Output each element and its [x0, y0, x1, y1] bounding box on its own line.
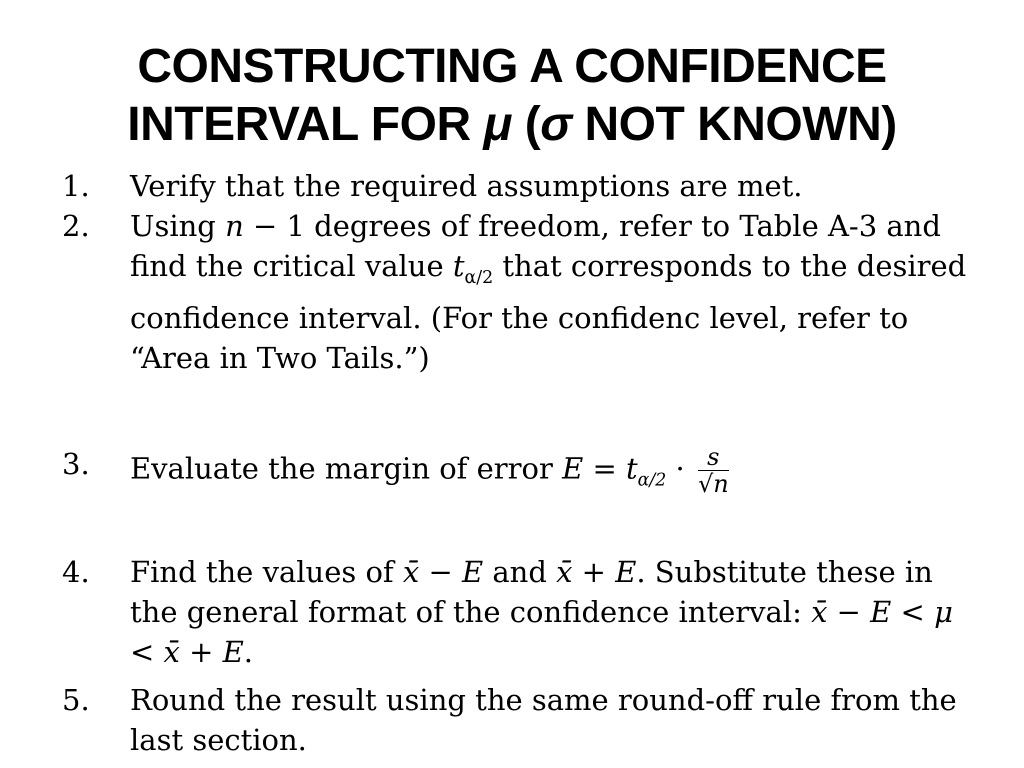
step-text-a: Find the values of [130, 555, 403, 590]
step-text-pre: Evaluate the margin of error [130, 451, 563, 486]
step-1 [62, 166, 982, 206]
title-line-2-prefix: INTERVAL FOR [127, 98, 484, 151]
step-5 [62, 680, 982, 760]
math-expr-2: x̄ + E [556, 555, 637, 590]
step-text-pre: Using [130, 209, 226, 243]
step-number: 1. [62, 169, 90, 203]
title-line-1: CONSTRUCTING A CONFIDENCE [137, 40, 887, 93]
step-2 [62, 206, 982, 378]
fraction-denominator: √n [697, 469, 729, 498]
step-4 [62, 552, 982, 672]
step-text-d: . [243, 635, 253, 670]
step-text: Round the result using the same round-off rule from the last section. [130, 683, 957, 758]
steps-list [62, 166, 982, 760]
step-number: 4. [62, 555, 90, 590]
math-t: t [452, 249, 465, 283]
step-3 [62, 444, 982, 500]
formula-fraction [698, 444, 729, 497]
title-sigma: σ [540, 98, 572, 151]
step-text-b: and [483, 555, 557, 590]
title-paren: ( [511, 98, 541, 151]
math-expr-3: x̄ − E < μ < x̄ + E [130, 595, 953, 670]
math-n: n [225, 209, 244, 243]
title-line-2 [0, 96, 1024, 154]
math-expr-1: x̄ − E [402, 555, 484, 590]
math-subscript: α/2 [464, 267, 494, 288]
step-number: 5. [62, 683, 90, 718]
formula-lhs: E = t [562, 451, 638, 486]
step-text: Verify that the required assumptions are met. [130, 169, 803, 203]
step-text-c: . Substitute these in the general format of the confidence interval: [130, 555, 933, 630]
title-mu: μ [483, 98, 512, 151]
formula-dot: · [666, 451, 694, 486]
fraction-numerator: s [698, 444, 729, 471]
formula-subscript: α/2 [637, 470, 667, 491]
step-text-post: that corresponds to the desired confidence interval. (For the confidenc level, refer to “Area in Two Tails.”) [130, 249, 967, 375]
slide-title [0, 38, 1024, 154]
step-number: 2. [62, 209, 90, 243]
step-text-mid: − 1 degrees of freedom, refer to Table A-3 and find the critical value [130, 209, 941, 283]
step-number: 3. [62, 446, 90, 481]
title-line-2-suffix: NOT KNOWN) [571, 98, 897, 151]
